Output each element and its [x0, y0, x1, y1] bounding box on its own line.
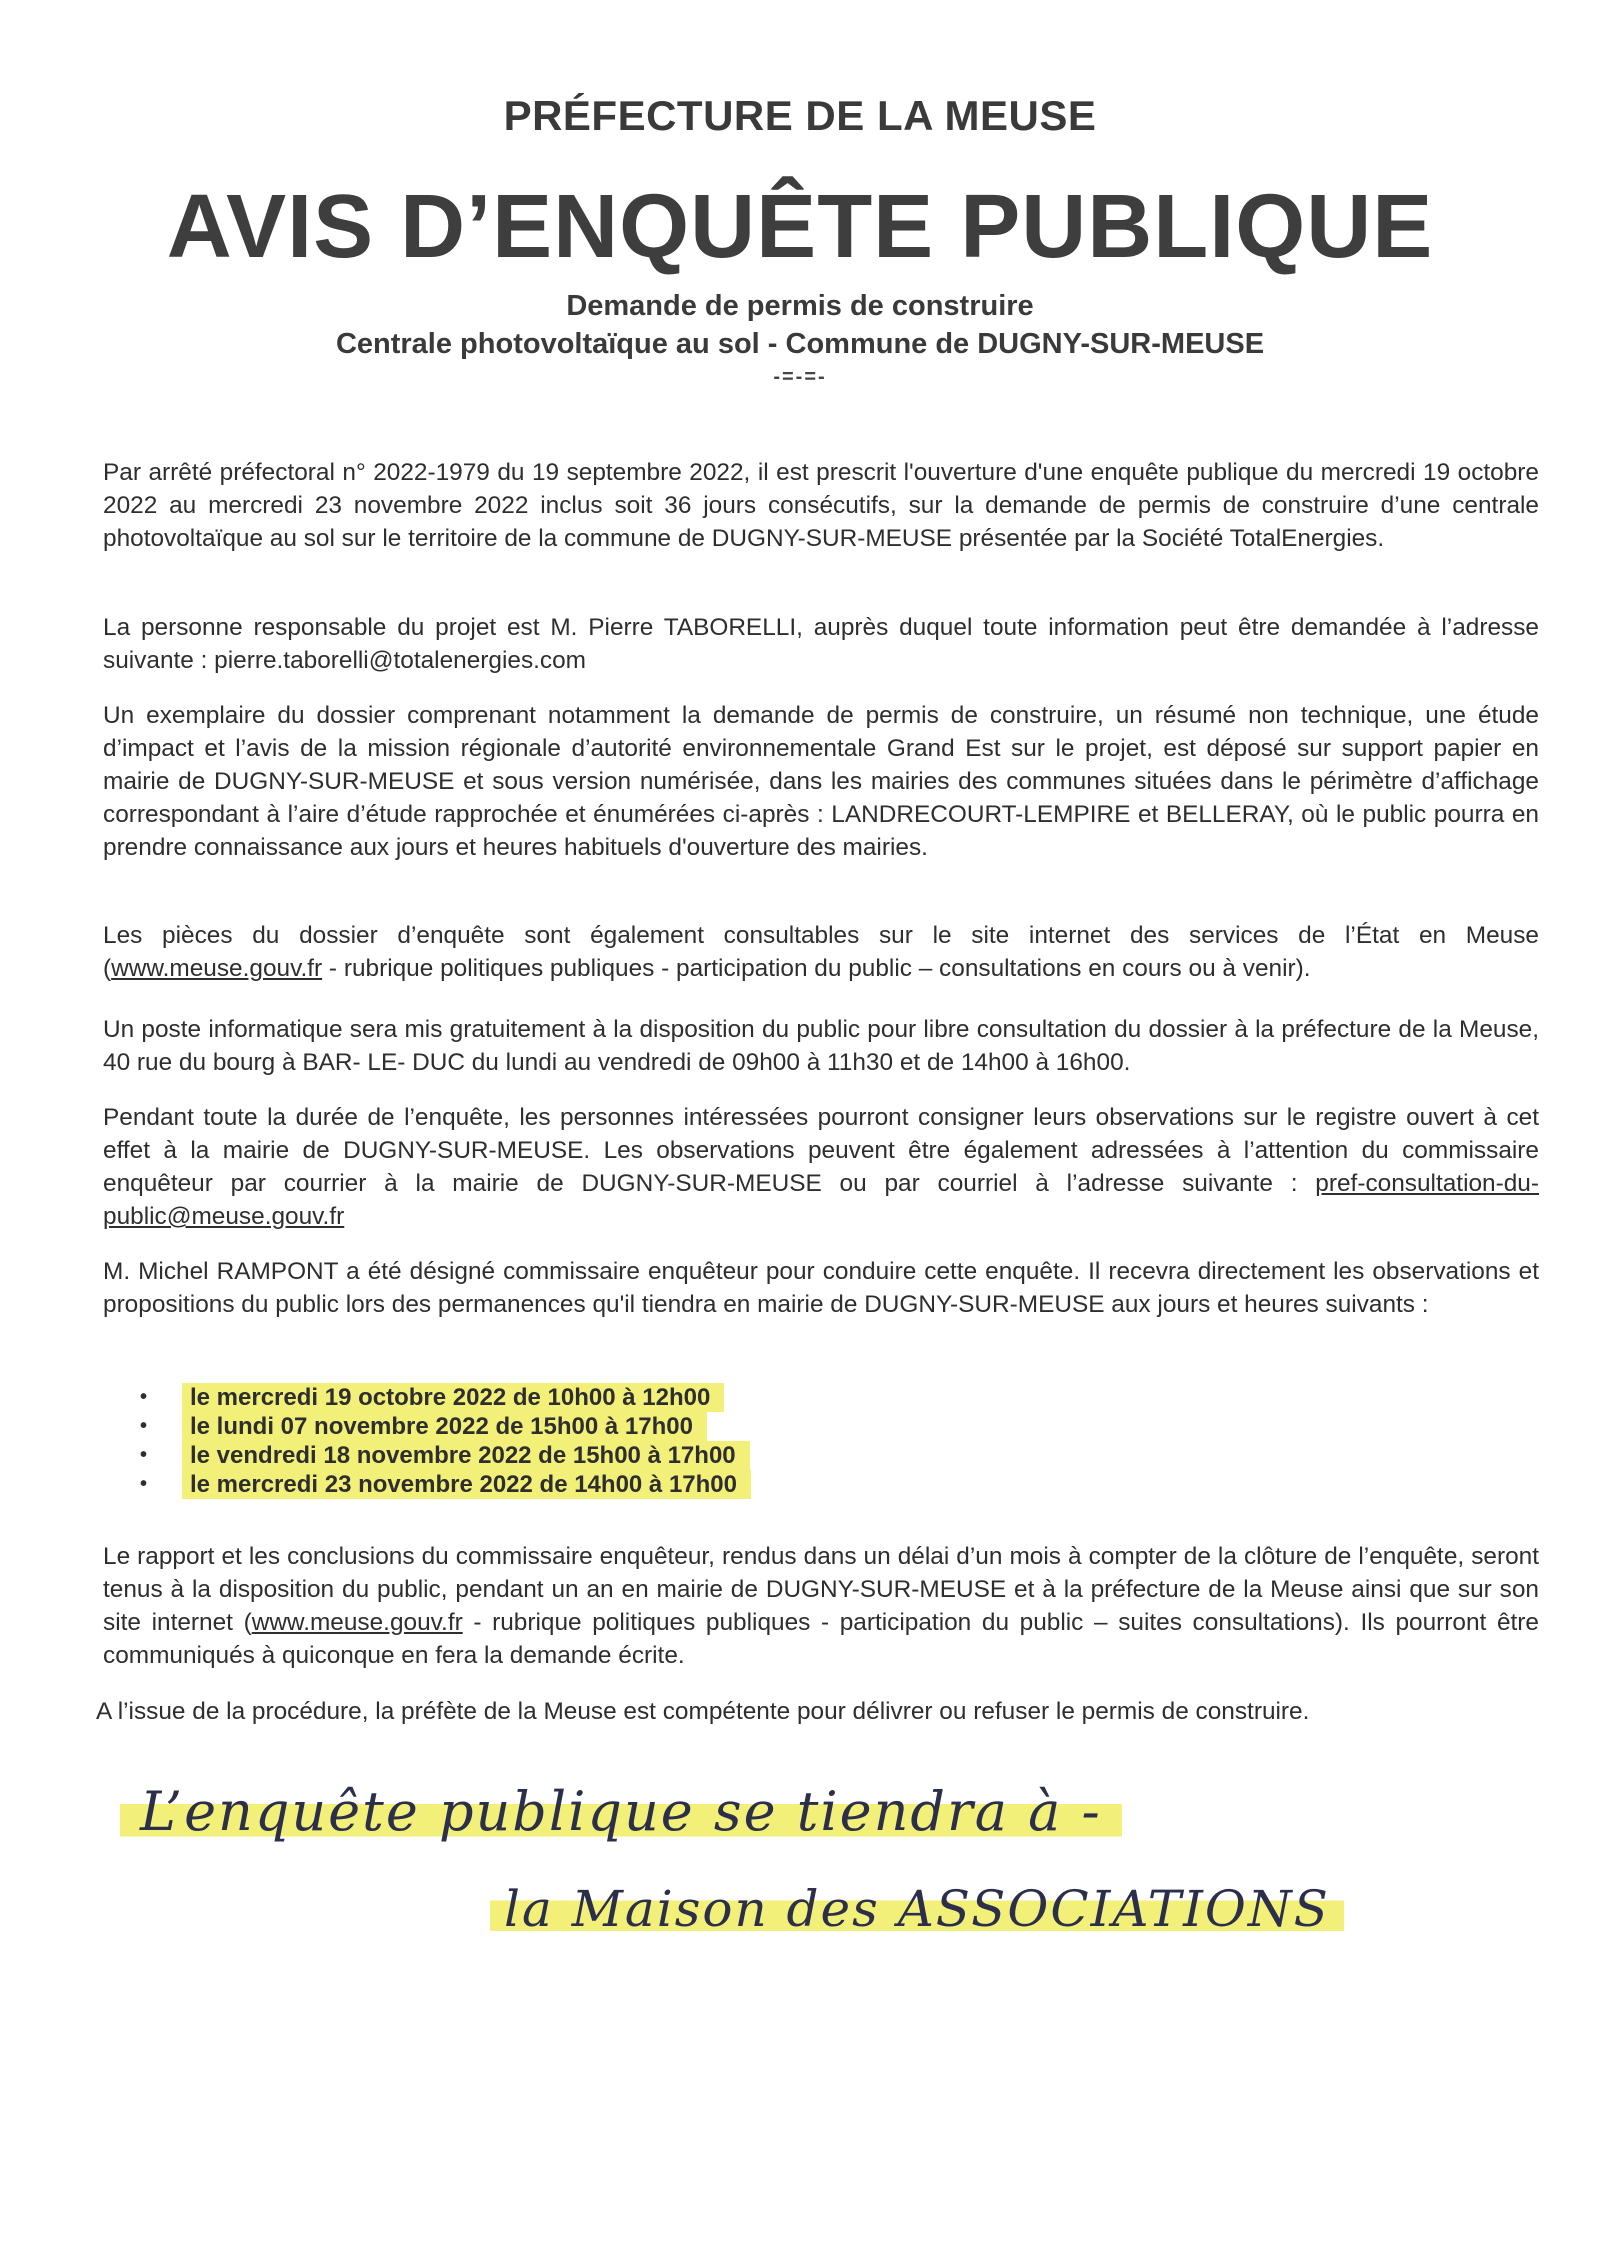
- bullet-icon: •: [140, 1473, 148, 1495]
- paragraph-decision: A l’issue de la procédure, la préfète de la Meuse est compétente pour délivrer ou refuser le permis de construire.: [96, 1698, 1310, 1725]
- paragraph-observations: [103, 1101, 1539, 1233]
- report-text-before: Le rapport et les conclusions du commissaire enquêteur, rendus dans un délai d’un mois à compter de la clôture de l’enquête, seront tenus à la disposition du public, pendant un an en mairie de DUGNY-SUR-MEUSE et à la préfecture de la Meuse ainsi que sur son site internet (: [103, 1543, 1539, 1636]
- meuse-website-link[interactable]: www.meuse.gouv.fr: [111, 955, 323, 982]
- paragraph-project-contact: La personne responsable du projet est M. Pierre TABORELLI, auprès duquel toute information peut être demandée à l’adresse suivante : pierre.taborelli@totalenergies.com: [103, 614, 1539, 674]
- paragraph-commissioner: M. Michel RAMPONT a été désigné commissaire enquêteur pour conduire cette enquête. Il recevra directement les observations et propositions du public lors des permanences qu'il tiendra en mairie de DUGNY-SUR-MEUSE aux jours et heures suivants :: [103, 1258, 1539, 1318]
- paragraph-decree: Par arrêté préfectoral n° 2022-1979 du 19 septembre 2022, il est prescrit l'ouverture d'une enquête publique du mercredi 19 octobre 2022 au mercredi 23 novembre 2022 inclus soit 36 jours consécutifs, sur la demande de permis de construire d’une centrale photovoltaïque au sol sur le territoire de la commune de DUGNY-SUR-MEUSE présentée par la Société TotalEnergies.: [103, 459, 1539, 552]
- schedule-entry: le mercredi 23 novembre 2022 de 14h00 à 17h00: [182, 1470, 751, 1499]
- notice-title: AVIS D’ENQUÊTE PUBLIQUE: [166, 177, 1434, 277]
- list-item: [140, 1470, 1040, 1499]
- subtitle-line1: Demande de permis de construire: [566, 290, 1034, 322]
- meuse-website-link-2[interactable]: www.meuse.gouv.fr: [251, 1609, 463, 1636]
- schedule-entry: le vendredi 18 novembre 2022 de 15h00 à 17h00: [182, 1441, 750, 1470]
- handwritten-note-line1: L’enquête publique se tiendra à -: [120, 1780, 1122, 1843]
- report-text-after: - rubrique politiques publiques - participation du public – suites consultations). Ils pourront être communiqués à quiconque en fera la demande écrite.: [103, 1609, 1539, 1669]
- online-dossier-text-after: - rubrique politiques publiques - participation du public – consultations en cours ou à venir).: [322, 955, 1311, 982]
- paragraph-dossier: Un exemplaire du dossier comprenant notamment la demande de permis de construire, un résumé non technique, une étude d’impact et l’avis de la mission régionale d’autorité environnementale Grand Est sur le projet, est déposé sur support papier en mairie de DUGNY-SUR-MEUSE et sous version numérisée, dans les mairies des communes situées dans le périmètre d’affichage correspondant à l’aire d’étude rapprochée et énumérées ci-après : LANDRECOURT-LEMPIRE et BELLERAY, où le public pourra en prendre connaissance aux jours et heures habituels d'ouverture des mairies.: [103, 702, 1539, 861]
- paragraph-report: [103, 1540, 1539, 1672]
- consultation-email-link[interactable]: pref-consultation-du-public@meuse.gouv.fr: [103, 1170, 1539, 1230]
- subtitle-line2: Centrale photovoltaïque au sol - Commune de DUGNY-SUR-MEUSE: [335, 328, 1265, 360]
- paragraph-computer-access: Un poste informatique sera mis gratuitement à la disposition du public pour libre consultation du dossier à la préfecture de la Meuse, 40 rue du bourg à BAR- LE- DUC du lundi au vendredi de 09h00 à 11h30 et de 14h00 à 16h00.: [103, 1016, 1539, 1076]
- schedule-entry: le lundi 07 novembre 2022 de 15h00 à 17h00: [182, 1412, 707, 1441]
- prefecture-heading: PRÉFECTURE DE LA MEUSE: [503, 92, 1097, 139]
- schedule-entry: le mercredi 19 octobre 2022 de 10h00 à 12h00: [182, 1383, 724, 1412]
- list-item: [140, 1412, 1040, 1441]
- bullet-icon: •: [140, 1444, 148, 1466]
- observations-text: Pendant toute la durée de l’enquête, les personnes intéressées pourront consigner leurs observations sur le registre ouvert à cet effet à la mairie de DUGNY-SUR-MEUSE. Les observations peuvent être également adressées à l’attention du commissaire enquêteur par courrier à la mairie de DUGNY-SUR-MEUSE ou par courriel à l’adresse suivante :: [103, 1104, 1539, 1197]
- bullet-icon: •: [140, 1415, 148, 1437]
- list-item: [140, 1441, 1040, 1470]
- permanence-schedule-list: [140, 1383, 1040, 1499]
- title-separator: -=-=-: [773, 366, 827, 388]
- list-item: [140, 1383, 1040, 1412]
- paragraph-online-dossier: [103, 919, 1539, 985]
- bullet-icon: •: [140, 1386, 148, 1408]
- handwritten-note-line2: la Maison des ASSOCIATIONS: [490, 1880, 1344, 1938]
- online-dossier-text-before: Les pièces du dossier d’enquête sont également consultables sur le site internet des services de l’État en Meuse (: [103, 922, 1539, 982]
